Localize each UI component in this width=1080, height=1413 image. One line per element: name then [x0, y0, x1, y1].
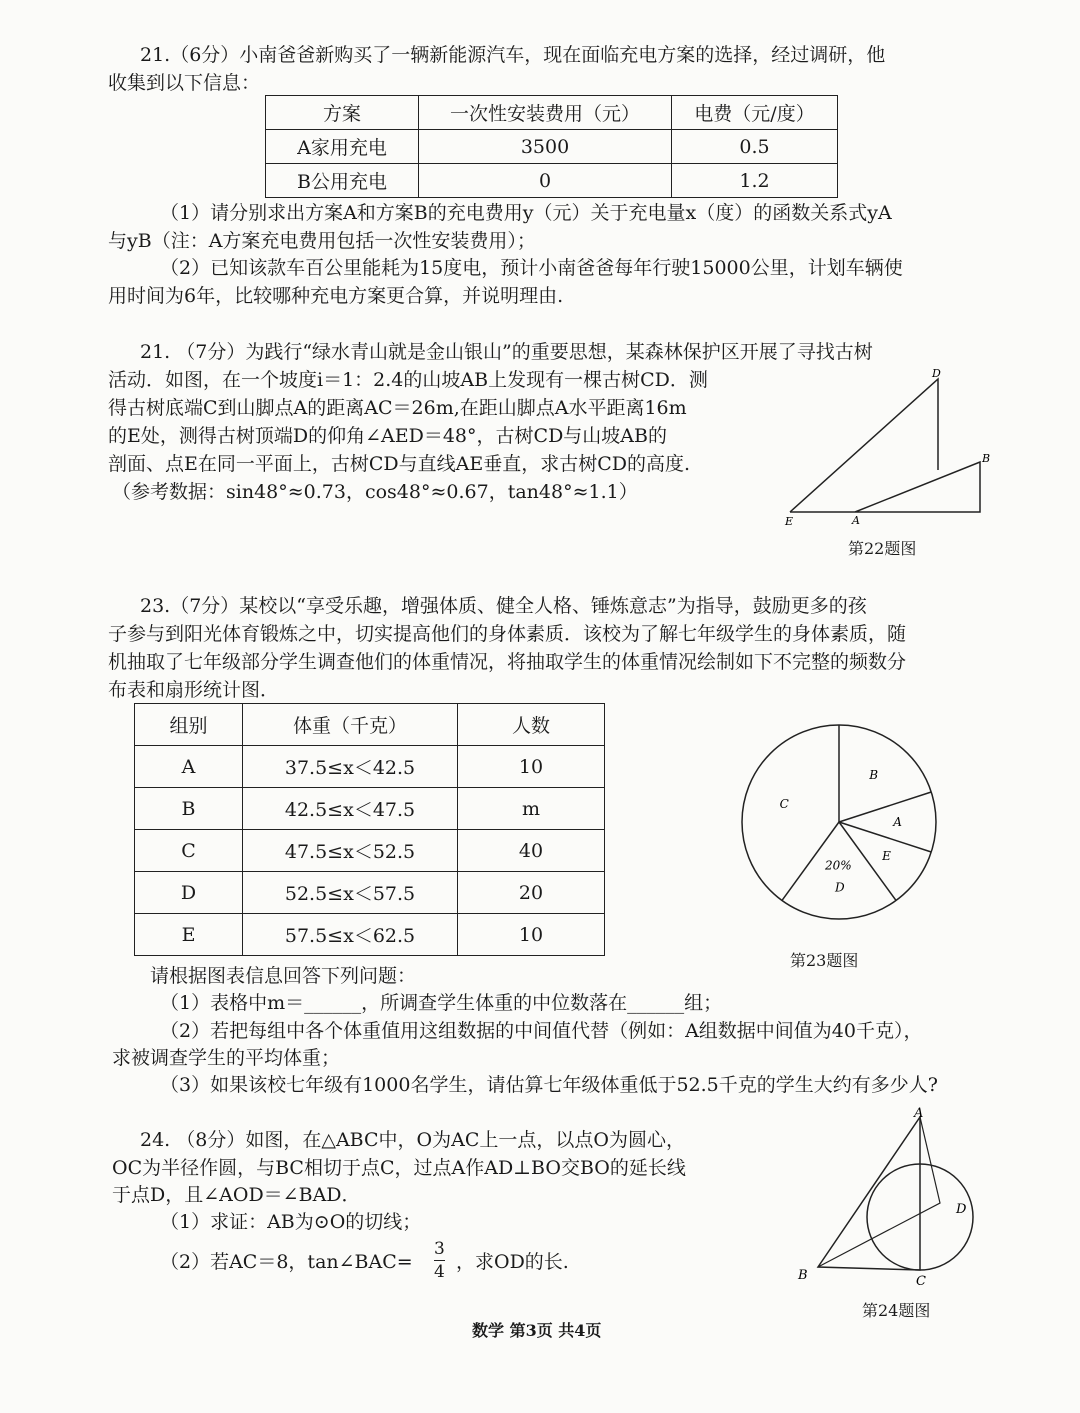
table-row: [135, 872, 605, 914]
q22-figure: [780, 365, 1000, 535]
table-cell: 20: [458, 872, 605, 914]
table-header: 一次性安装费用（元）: [419, 96, 672, 130]
table-cell: 0.5: [672, 130, 838, 164]
table-cell: 3500: [419, 130, 672, 164]
q24-line: 24. （8分）如图，在△ABC中，O为AC上一点，以点O为圆心，: [140, 1129, 685, 1151]
table-cell: 10: [458, 914, 605, 956]
q23-part: 请根据图表信息回答下列问题：: [150, 965, 417, 987]
q23-part: （2）若把每组中各个体重值用这组数据的中间值代替（例如：A组数据中间值为40千克），: [160, 1020, 923, 1042]
q24-line: 于点D，且∠AOD＝∠BAD．: [112, 1184, 361, 1206]
table-cell: 0: [419, 164, 672, 198]
label-c: C: [916, 1274, 926, 1289]
table-cell: 52.5≤x＜57.5: [243, 872, 458, 914]
q21-part: （1）请分别求出方案A和方案B的充电费用y（元）关于充电量x（度）的函数关系式yA: [160, 202, 892, 224]
label-d: D: [932, 367, 941, 380]
table-header: 电费（元/度）: [672, 96, 838, 130]
q24-figure: [790, 1105, 990, 1295]
table-header-row: [135, 704, 605, 746]
table-header: 方案: [266, 96, 419, 130]
fraction-denominator: 4: [434, 1262, 445, 1282]
table-cell: 37.5≤x＜42.5: [243, 746, 458, 788]
table-cell: D: [135, 872, 243, 914]
label-e: E: [785, 515, 794, 528]
table-cell: B: [135, 788, 243, 830]
table-cell: A家用充电: [266, 130, 419, 164]
table-cell: 42.5≤x＜47.5: [243, 788, 458, 830]
pie-label-C: C: [779, 797, 789, 812]
q23-part: （3）如果该校七年级有1000名学生，请估算七年级体重低于52.5千克的学生大约有多少人?: [160, 1074, 938, 1096]
table-cell: m: [458, 788, 605, 830]
table-row: [135, 914, 605, 956]
label-d: D: [956, 1202, 967, 1217]
table-cell: 组别: [135, 704, 243, 746]
pie-chart: [735, 718, 945, 928]
table-cell: 57.5≤x＜62.5: [243, 914, 458, 956]
q24-line: OC为半径作圆，与BC相切于点C，过点A作AD⊥BO交BO的延长线: [112, 1157, 686, 1179]
q24-part: （1）求证：AB为⊙O的切线；: [160, 1211, 422, 1233]
q22-line: 的E处，测得古树顶端D的仰角∠AED＝48°，古树CD与山坡AB的: [108, 425, 667, 447]
q21-line: 收集到以下信息：: [108, 72, 261, 94]
q23-line: 子参与到阳光体育锻炼之中，切实提高他们的身体素质．该校为了解七年级学生的身体素质，随: [108, 623, 907, 645]
q23-line: 布表和扇形统计图．: [108, 679, 280, 701]
table-cell: 1.2: [672, 164, 838, 198]
label-a: A: [852, 514, 860, 527]
pie-label-E: E: [882, 849, 891, 864]
q23-part: （1）表格中m＝______，所调查学生体重的中位数落在______组；: [160, 992, 723, 1014]
pie-label-A: A: [893, 815, 902, 829]
pie-slice-edge-E: [839, 822, 931, 852]
table-cell: C: [135, 830, 243, 872]
q21-part: 与yB（注：A方案充电费用包括一次性安装费用）；: [108, 230, 536, 252]
pie-label-B: B: [869, 767, 879, 782]
charging-table: [265, 95, 838, 198]
page-footer: 数学 第3页 共4页: [472, 1321, 602, 1340]
q23-line: 机抽取了七年级部分学生调查他们的体重情况，将抽取学生的体重情况绘制如下不完整的频数分: [108, 651, 907, 673]
q22-line: 剖面、点E在同一平面上，古树CD与直线AE垂直，求古树CD的高度.: [108, 453, 691, 475]
table-cell: A: [135, 746, 243, 788]
q22-caption: 第22题图: [848, 539, 917, 558]
fraction: [434, 1238, 445, 1283]
table-row: [135, 830, 605, 872]
table-row: [135, 746, 605, 788]
q24-part: （2）若AC＝8，tan∠BAC=: [160, 1251, 413, 1273]
q24-part: ，求OD的长.: [456, 1251, 569, 1273]
label-b: B: [798, 1268, 808, 1283]
table-cell: 人数: [458, 704, 605, 746]
table-cell: B公用充电: [266, 164, 419, 198]
pie-slice-edge-A: [839, 792, 931, 822]
q22-line: 21. （7分）为践行“绿水青山就是金山银山”的重要思想，某森林保护区开展了寻找古树: [140, 341, 873, 363]
table-cell: 10: [458, 746, 605, 788]
table-cell: E: [135, 914, 243, 956]
label-a: A: [914, 1106, 924, 1121]
q21-part: 用时间为6年，比较哪种充电方案更合算，并说明理由.: [108, 285, 564, 307]
q23-caption: 第23题图: [790, 951, 859, 970]
q23-part: 求被调查学生的平均体重；: [112, 1047, 341, 1069]
q22-line: （参考数据：sin48°≈0.73，cos48°≈0.67，tan48°≈1.1）: [112, 481, 638, 503]
q24-caption: 第24题图: [862, 1301, 931, 1320]
table-row: [135, 788, 605, 830]
label-b: B: [982, 452, 991, 465]
q23-line: 23.（7分）某校以“享受乐趣，增强体质、健全人格、锤炼意志”为指导，鼓励更多的孩: [140, 595, 867, 617]
weight-table: [134, 703, 605, 956]
q22-line: 活动．如图，在一个坡度i＝1：2.4的山坡AB上发现有一棵古树CD．测: [108, 369, 708, 391]
table-cell: 体重（千克）: [243, 704, 458, 746]
q22-line: 得古树底端C到山脚点A的距离AC＝26m,在距山脚点A水平距离16m: [108, 397, 687, 419]
fraction-numerator: 3: [434, 1239, 445, 1259]
table-cell: 40: [458, 830, 605, 872]
pie-label-D: D: [835, 880, 845, 895]
table-cell: 47.5≤x＜52.5: [243, 830, 458, 872]
q21-part: （2）已知该款车百公里能耗为15度电，预计小南爸爸每年行驶15000公里，计划车辆使: [160, 257, 903, 279]
pie-annotation: 20%: [825, 858, 852, 873]
q21-line: 21.（6分）小南爸爸新购买了一辆新能源汽车，现在面临充电方案的选择，经过调研，他: [140, 44, 886, 66]
